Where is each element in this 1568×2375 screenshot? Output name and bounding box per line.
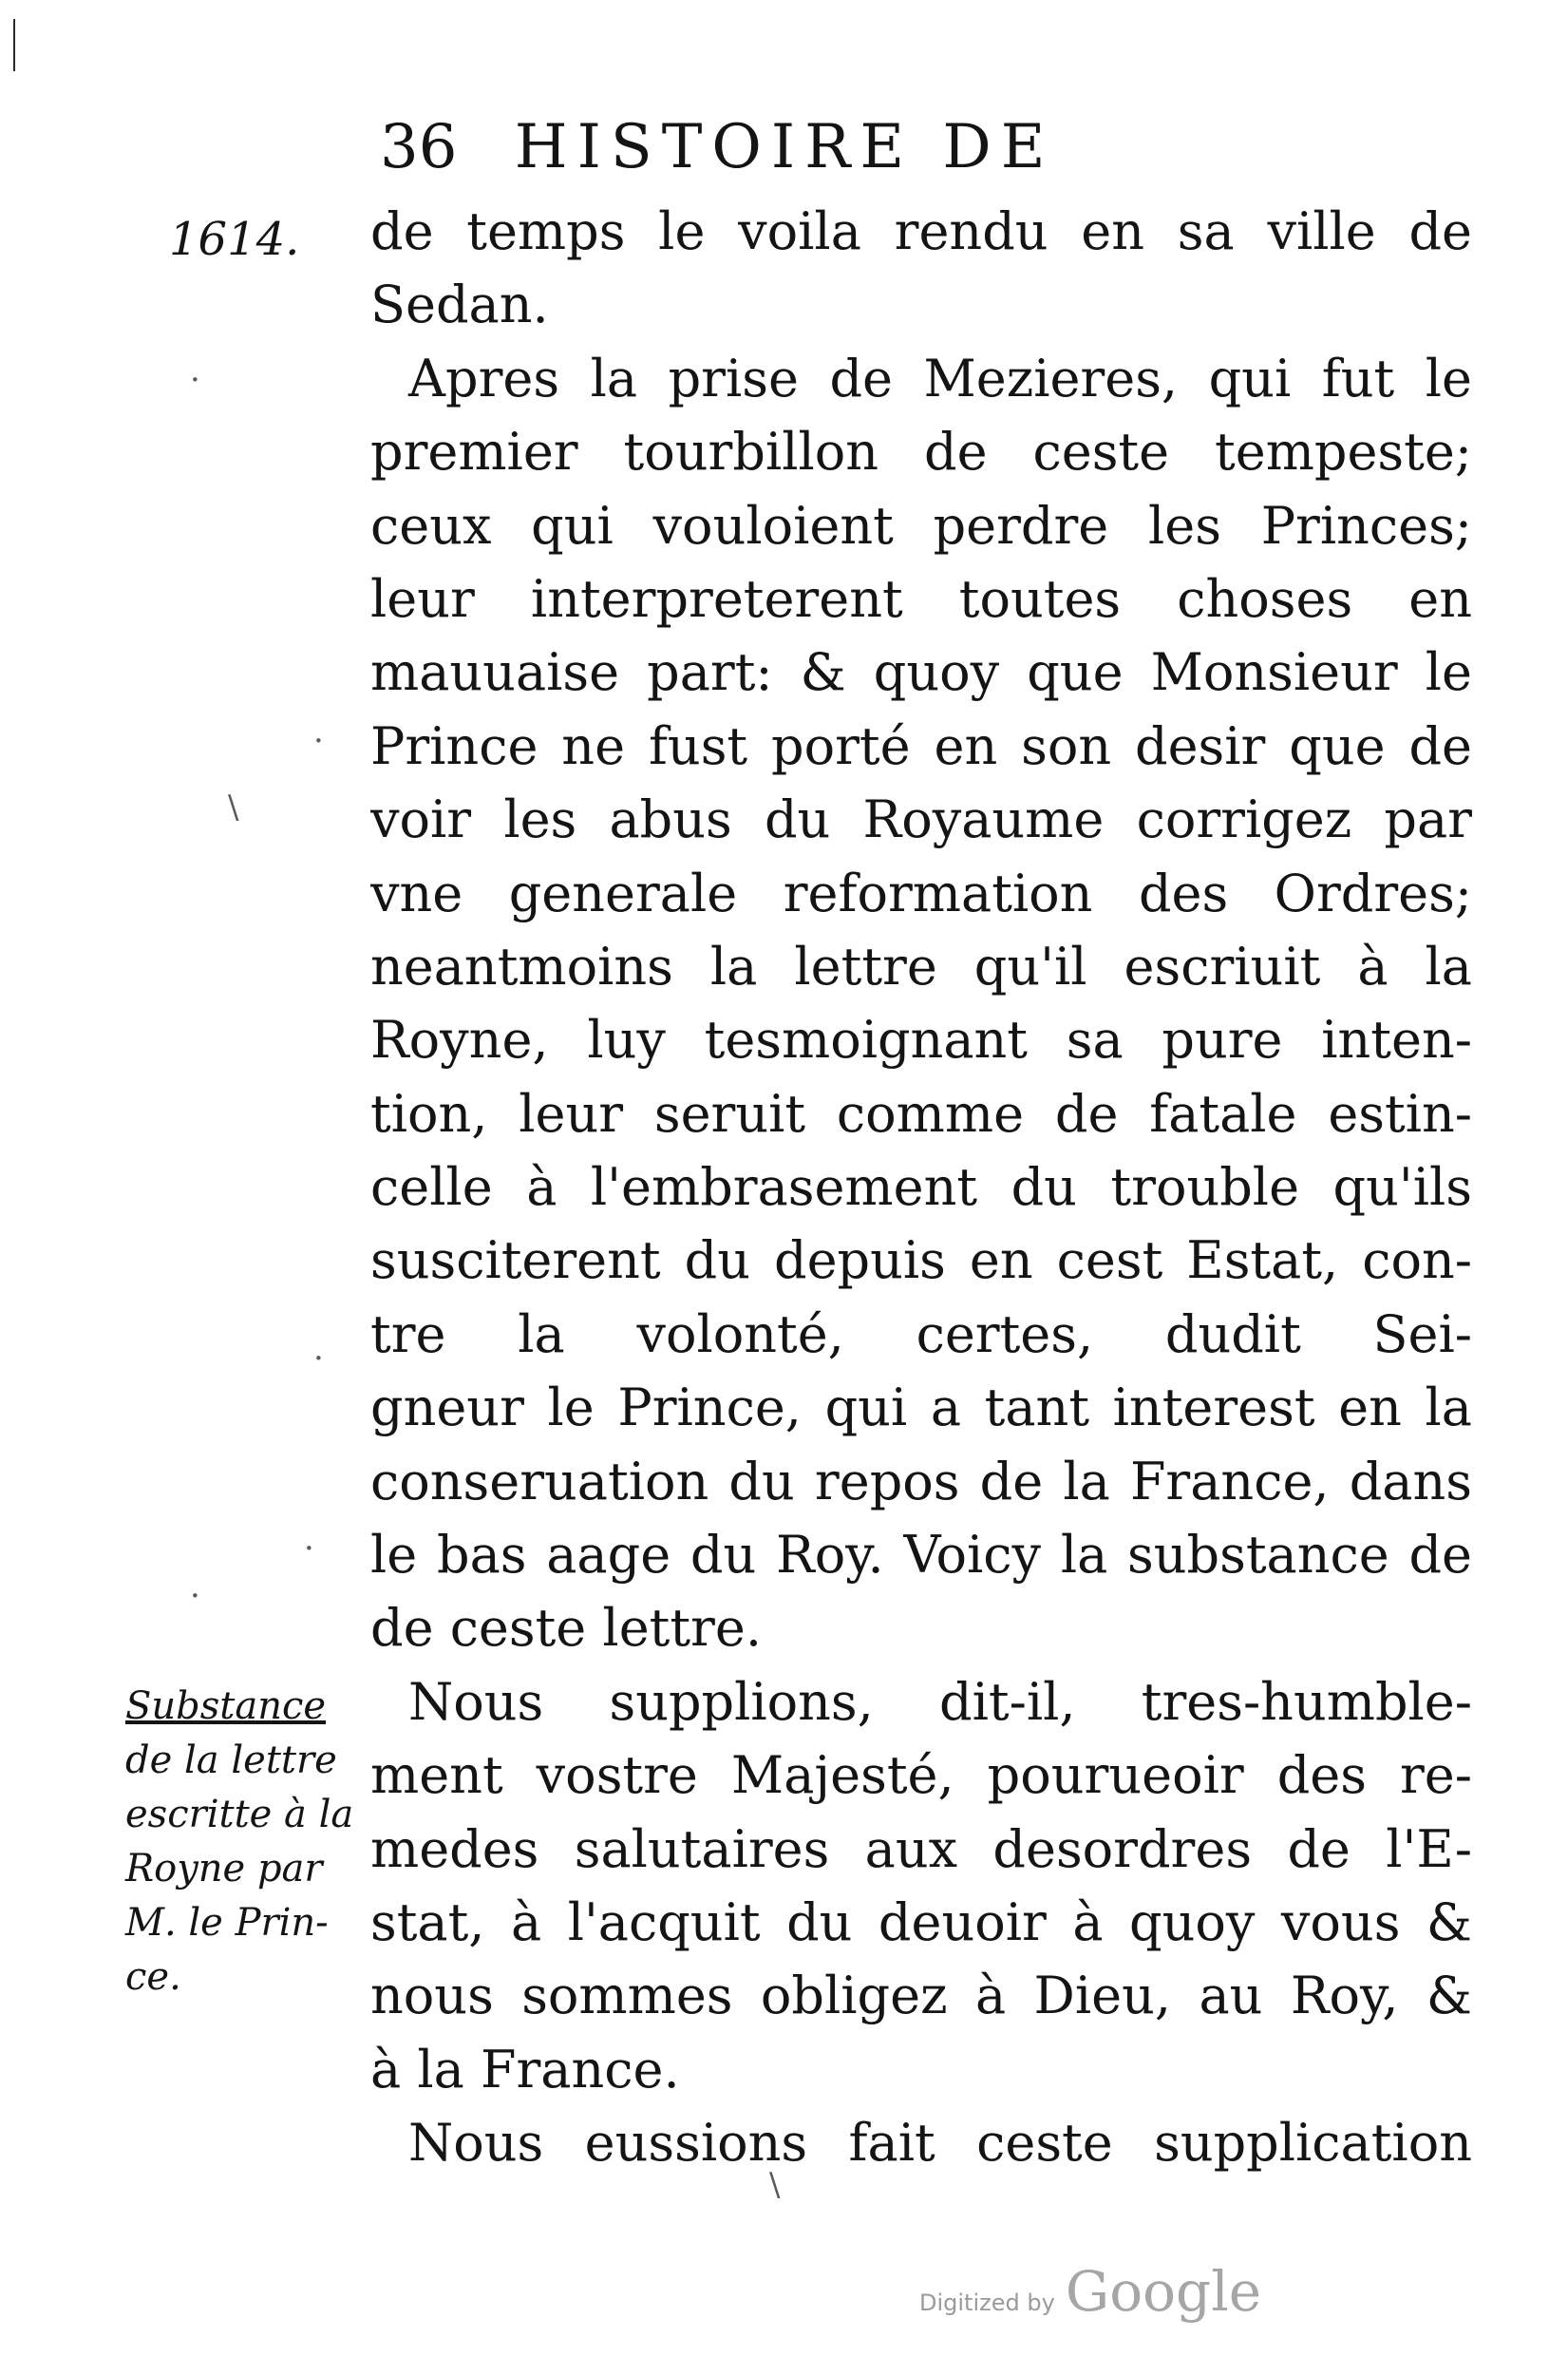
page-edge-mark bbox=[13, 19, 15, 71]
text-line: Prince ne fust porté en son desir que de bbox=[370, 715, 1472, 776]
text-line: Apres la prise de Mezieres, qui fut le bbox=[408, 348, 1472, 408]
print-speck: · bbox=[190, 361, 200, 399]
margin-note bbox=[125, 1680, 363, 2004]
print-speck: · bbox=[304, 1530, 314, 1568]
text-line: vne generale reformation des Ordres; bbox=[370, 863, 1472, 923]
digitized-watermark bbox=[919, 2259, 1261, 2324]
print-speck: · bbox=[313, 722, 324, 760]
text-line: medes salutaires aux desordres de l'E- bbox=[370, 1818, 1472, 1879]
text-line: neantmoins la lettre qu'il escriuit à la bbox=[370, 936, 1472, 997]
running-head bbox=[380, 109, 1054, 185]
page-number: 36 bbox=[380, 112, 458, 182]
print-speck: · bbox=[313, 1340, 324, 1378]
text-line: tre la volonté, certes, dudit Sei- bbox=[370, 1303, 1472, 1364]
margin-note-line: escritte à la bbox=[125, 1793, 354, 1836]
watermark-prefix: Digitized by bbox=[919, 2290, 1055, 2316]
print-speck: \ bbox=[769, 2166, 781, 2204]
text-line: Nous eussions fait ceste supplication bbox=[408, 2113, 1472, 2174]
running-title: HISTOIRE DE bbox=[514, 112, 1055, 182]
text-line: nous sommes obligez à Dieu, au Roy, & bbox=[370, 1966, 1472, 2026]
margin-year: 1614. bbox=[169, 213, 300, 266]
text-line: tion, leur seruit comme de fatale estin- bbox=[370, 1083, 1472, 1144]
text-line: de ceste lettre. bbox=[370, 1598, 762, 1659]
text-line: stat, à l'acquit du deuoir à quoy vous & bbox=[370, 1891, 1472, 1952]
margin-note-line: M. le Prin- bbox=[125, 1901, 329, 1945]
google-logo: Google bbox=[1065, 2259, 1262, 2324]
text-line: conseruation du repos de la France, dans bbox=[370, 1451, 1472, 1511]
text-line: gneur le Prince, qui a tant interest en la bbox=[370, 1378, 1472, 1438]
text-line: ment vostre Majesté, pourueoir des re- bbox=[370, 1745, 1472, 1806]
margin-note-line: ce. bbox=[125, 1955, 181, 1999]
text-line: le bas aage du Roy. Voicy la substance de bbox=[370, 1525, 1472, 1586]
text-line: à la France. bbox=[370, 2039, 680, 2100]
text-line: Nous supplions, dit-il, tres-humble- bbox=[408, 1671, 1472, 1732]
text-line: mauuaise part: & quoy que Monsieur le bbox=[370, 642, 1472, 703]
text-line: susciterent du depuis en cest Estat, con- bbox=[370, 1230, 1472, 1291]
print-speck: · bbox=[190, 1577, 200, 1615]
text-line: leur interpreterent toutes choses en bbox=[370, 568, 1472, 629]
margin-note-line: Royne par bbox=[125, 1847, 323, 1890]
body-text bbox=[370, 195, 1472, 2180]
text-line: ceux qui vouloient perdre les Princes; bbox=[370, 495, 1472, 556]
text-line: premier tourbillon de ceste tempeste; bbox=[370, 422, 1472, 483]
text-line: Royne, luy tesmoignant sa pure inten- bbox=[370, 1010, 1472, 1071]
margin-note-line: Substance bbox=[125, 1684, 327, 1728]
text-line: celle à l'embrasement du trouble qu'ils bbox=[370, 1157, 1472, 1218]
text-line: voir les abus du Royaume corrigez par bbox=[370, 789, 1472, 850]
text-line: de temps le voila rendu en sa ville de bbox=[370, 201, 1472, 261]
margin-note-line: de la lettre bbox=[125, 1738, 337, 1782]
print-speck: \ bbox=[228, 788, 239, 826]
text-line: Sedan. bbox=[370, 275, 549, 335]
